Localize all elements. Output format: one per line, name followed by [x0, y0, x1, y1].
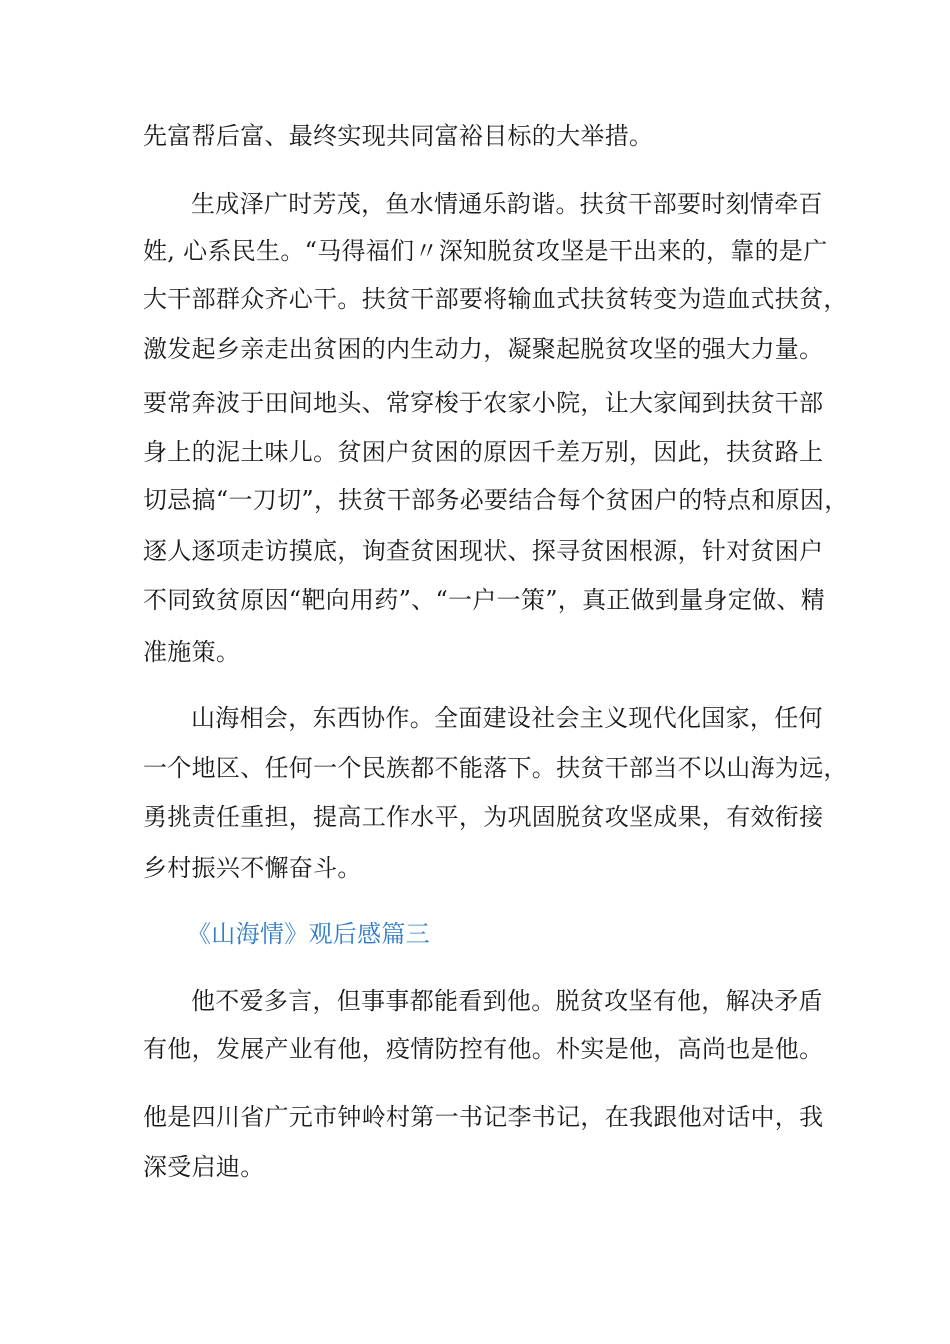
- text-line: 准施策。: [143, 638, 241, 666]
- text-line: 身上的泥土味儿。贫困户贫困的原因千差万别，因此，扶贫路上: [143, 438, 824, 466]
- text-line: 勇挑责任重担，提高工作水平，为巩固脱贫攻坚成果，有效衔接: [143, 803, 824, 831]
- section-heading: 《山海情》观后感篇三: [187, 920, 430, 948]
- text-line: 不同致贫原因“靶向用药”、“一户一策”，真正做到量身定做、精: [143, 586, 826, 614]
- text-line: 大干部群众齐心干。扶贫干部要将输血式扶贫转变为造血式扶贫，: [143, 285, 848, 313]
- text-line: 姓, 心系民生。“马得福们〃深知脱贫攻坚是干出来的，靠的是广: [143, 237, 828, 265]
- text-line: 切忌搞“一刀切”，扶贫干部务必要结合每个贫困户的特点和原因，: [143, 486, 849, 514]
- text-line: 激发起乡亲走出贫困的内生动力，凝聚起脱贫攻坚的强大力量。: [143, 335, 824, 363]
- paragraph-first-line: 山海相会，东西协作。全面建设社会主义现代化国家，任何: [191, 704, 823, 732]
- text-line: 他是四川省广元市钟岭村第一书记李书记，在我跟他对话中，我: [143, 1103, 824, 1131]
- text-line: 乡村振兴不懈奋斗。: [143, 854, 362, 882]
- text-line: 先富帮后富、最终实现共同富裕目标的大举措。: [143, 122, 654, 150]
- paragraph-first-line: 他不爱多言，但事事都能看到他。脱贫攻坚有他，解决矛盾: [191, 987, 823, 1015]
- text-line: 有他，发展产业有他，疫情防控有他。朴实是他，高尚也是他。: [143, 1035, 824, 1063]
- text-line: 逐人逐项走访摸底，询查贫困现状、探寻贫困根源，针对贫困户: [143, 537, 824, 565]
- text-line: 深受启迪。: [143, 1153, 265, 1181]
- paragraph-first-line: 生成泽广时芳茂，鱼水情通乐韵谐。扶贫干部要时刻情牵百: [191, 190, 823, 218]
- text-line: 一个地区、任何一个民族都不能落下。扶贫干部当不以山海为远，: [143, 754, 848, 782]
- text-line: 要常奔波于田间地头、常穿梭于农家小院，让大家闻到扶贫干部: [143, 389, 824, 417]
